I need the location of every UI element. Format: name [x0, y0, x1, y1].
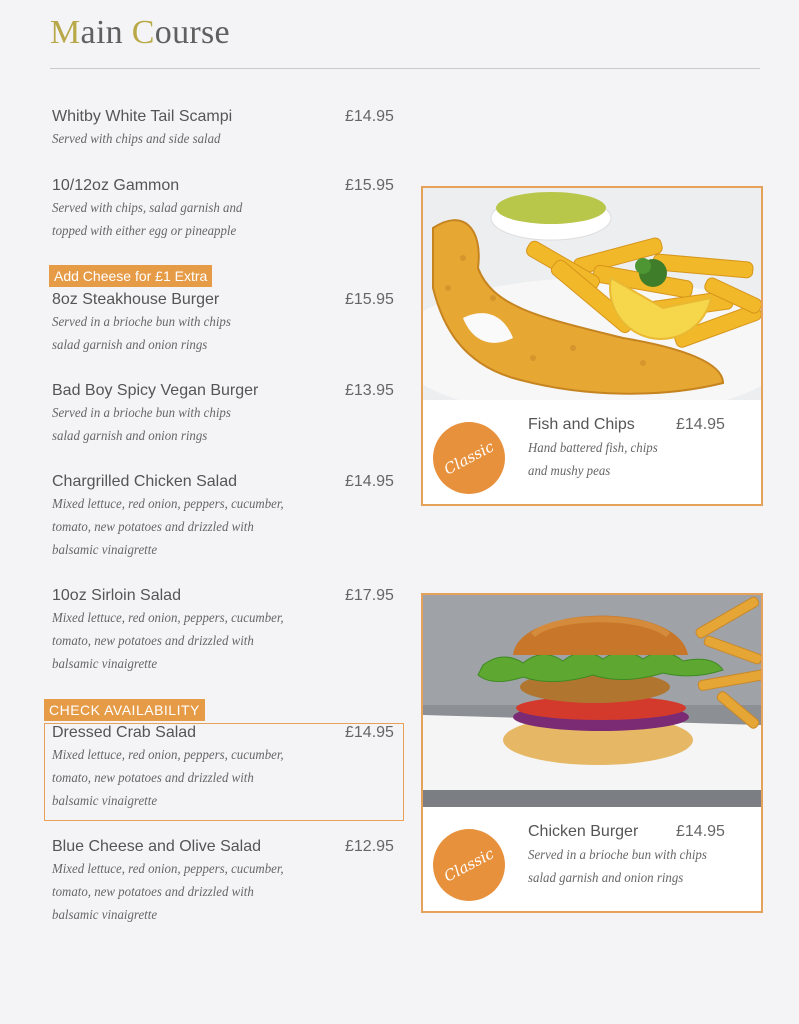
item-description: tomato, new potatoes and drizzled with [52, 771, 254, 786]
item-description: Served with chips, salad garnish and [52, 201, 243, 216]
card-item-name: Fish and Chips [528, 416, 635, 433]
item-description: tomato, new potatoes and drizzled with [52, 634, 254, 649]
item-price: £14.95 [345, 724, 394, 741]
check-availability-tag: CHECK AVAILABILITY [44, 699, 205, 721]
item-price: £14.95 [345, 108, 394, 125]
item-price: £14.95 [345, 473, 394, 490]
item-price: £15.95 [345, 291, 394, 308]
item-description: Served in a brioche bun with chips [52, 315, 231, 330]
item-description: tomato, new potatoes and drizzled with [52, 520, 254, 535]
item-description: salad garnish and onion rings [52, 429, 208, 444]
item-description: balsamic vinaigrette [52, 543, 158, 558]
item-price: £17.95 [345, 587, 394, 604]
item-name: Blue Cheese and Olive Salad [52, 838, 262, 855]
menu-item [52, 289, 402, 357]
title-divider [50, 68, 760, 69]
menu-item [52, 175, 402, 243]
item-description: salad garnish and onion rings [52, 338, 208, 353]
item-name: 10/12oz Gammon [52, 177, 180, 194]
classic-badge: Classic [433, 422, 505, 494]
menu-item [52, 471, 402, 562]
menu-item [52, 106, 402, 151]
title-initial: M [50, 14, 81, 51]
menu-item [52, 585, 402, 676]
item-price: £15.95 [345, 177, 394, 194]
featured-card-chicken-burger [421, 593, 763, 913]
item-price: £13.95 [345, 382, 394, 399]
chicken-burger-photo [423, 595, 761, 807]
item-name: 10oz Sirloin Salad [52, 587, 181, 604]
item-name: Bad Boy Spicy Vegan Burger [52, 382, 259, 399]
item-description: Served in a brioche bun with chips [52, 406, 231, 421]
card-item-description: salad garnish and onion rings [528, 871, 684, 886]
item-description: Mixed lettuce, red onion, peppers, cucumber, [52, 862, 284, 877]
item-description: topped with either egg or pineapple [52, 224, 237, 239]
item-name: Dressed Crab Salad [52, 724, 197, 741]
item-description: Served with chips and side salad [52, 132, 221, 147]
card-item-price: £14.95 [676, 823, 725, 840]
add-cheese-tag: Add Cheese for £1 Extra [49, 265, 212, 287]
featured-card-fish-and-chips [421, 186, 763, 506]
item-name: Chargrilled Chicken Salad [52, 473, 237, 490]
card-item-description: Served in a brioche bun with chips [528, 848, 707, 863]
page-title [50, 14, 230, 52]
item-description: Mixed lettuce, red onion, peppers, cucumber, [52, 611, 284, 626]
card-item-name: Chicken Burger [528, 823, 639, 840]
item-description: Mixed lettuce, red onion, peppers, cucumber, [52, 748, 284, 763]
menu-item [52, 836, 402, 927]
card-item-description: Hand battered fish, chips [528, 441, 658, 456]
item-description: balsamic vinaigrette [52, 794, 158, 809]
fish-and-chips-photo [423, 188, 761, 400]
card-item-description: and mushy peas [528, 464, 611, 479]
item-price: £12.95 [345, 838, 394, 855]
title-initial: C [131, 14, 155, 51]
card-item-price: £14.95 [676, 416, 725, 433]
classic-badge: Classic [433, 829, 505, 901]
item-description: Mixed lettuce, red onion, peppers, cucumber, [52, 497, 284, 512]
title-part: ain [80, 14, 132, 51]
item-description: balsamic vinaigrette [52, 908, 158, 923]
item-name: Whitby White Tail Scampi [52, 108, 233, 125]
item-name: 8oz Steakhouse Burger [52, 291, 220, 308]
menu-item [52, 722, 402, 813]
menu-item [52, 380, 402, 448]
title-part: ourse [154, 14, 230, 51]
item-description: balsamic vinaigrette [52, 657, 158, 672]
item-description: tomato, new potatoes and drizzled with [52, 885, 254, 900]
